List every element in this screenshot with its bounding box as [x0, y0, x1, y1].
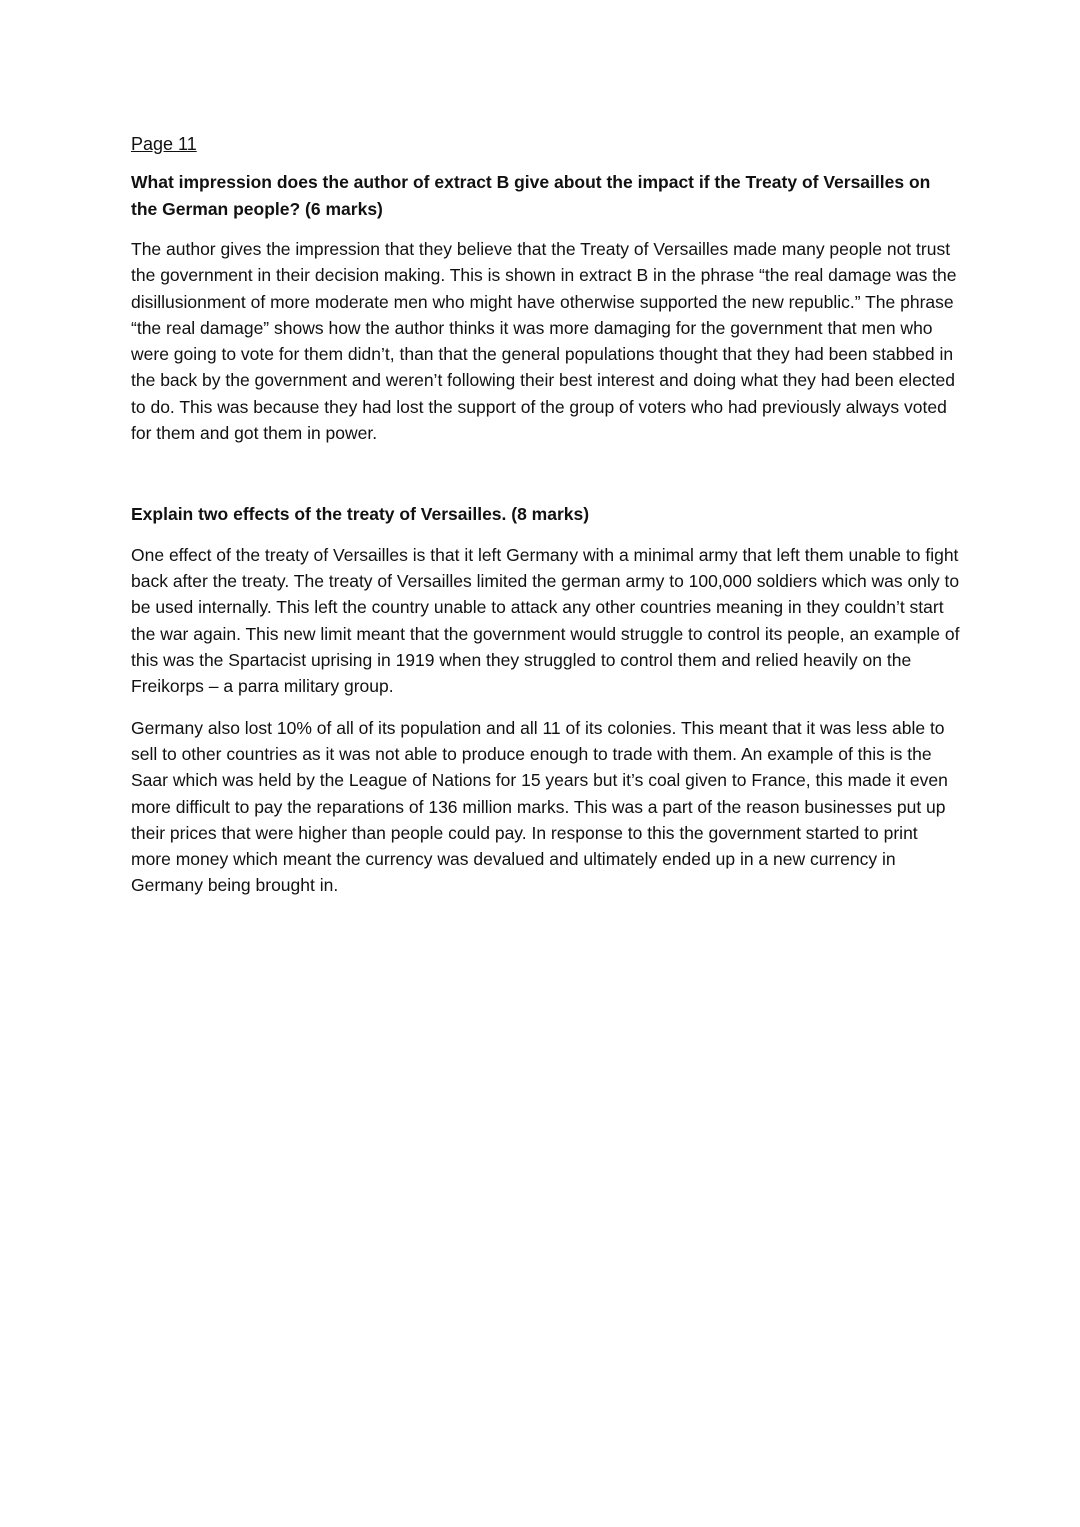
question-heading: Explain two effects of the treaty of Versailles. (8 marks) [131, 504, 590, 525]
answer-paragraph: The author gives the impression that they believe that the Treaty of Versailles made many people not trust the government in their decision making. This is shown in extract B in the phrase “the real damage was the disillusionment of more moderate men who might have otherwise supported the new republic.” The phrase “the real damage” shows how the author thinks it was more damaging for the government that men who were going to vote for them didn’t, than that the general populations thought that they had been stabbed in the back by the government and weren’t following their best interest and doing what they had been elected to do. This was because they had lost the support of the group of voters who had previously always voted for them and got them in power. [131, 239, 957, 444]
page-label: Page 11 [131, 134, 197, 154]
question-heading: What impression does the author of extract B give about the impact if the Treaty of Versailles on the German people? (6 marks) [131, 172, 931, 219]
answer-paragraph: Germany also lost 10% of all of its population and all 11 of its colonies. This meant that it was less able to sell to other countries as it was not able to produce enough to trade with them. An example of this is the Saar which was held by the League of Nations for 15 years but it’s coal given to France, this made it even more difficult to pay the reparations of 136 million marks. This was a part of the reason businesses put up their prices that were higher than people could pay. In response to this the government started to print more money which meant the currency was devalued and ultimately ended up in a new currency in Germany being brought in. [131, 717, 948, 896]
section-spacer [131, 461, 961, 501]
answer-paragraph: One effect of the treaty of Versailles is that it left Germany with a minimal army that left them unable to fight back after the treaty. The treaty of Versailles limited the german army to 100,000 soldiers which was only to be used internally. This left the country unable to attack any other countries meaning in they couldn’t start the war again. This new limit meant that the government would struggle to control its people, an example of this was the Spartacist uprising in 1919 when they struggled to control them and relied heavily on the Freikorps – a parra military group. [131, 544, 960, 697]
document-content [131, 131, 961, 914]
